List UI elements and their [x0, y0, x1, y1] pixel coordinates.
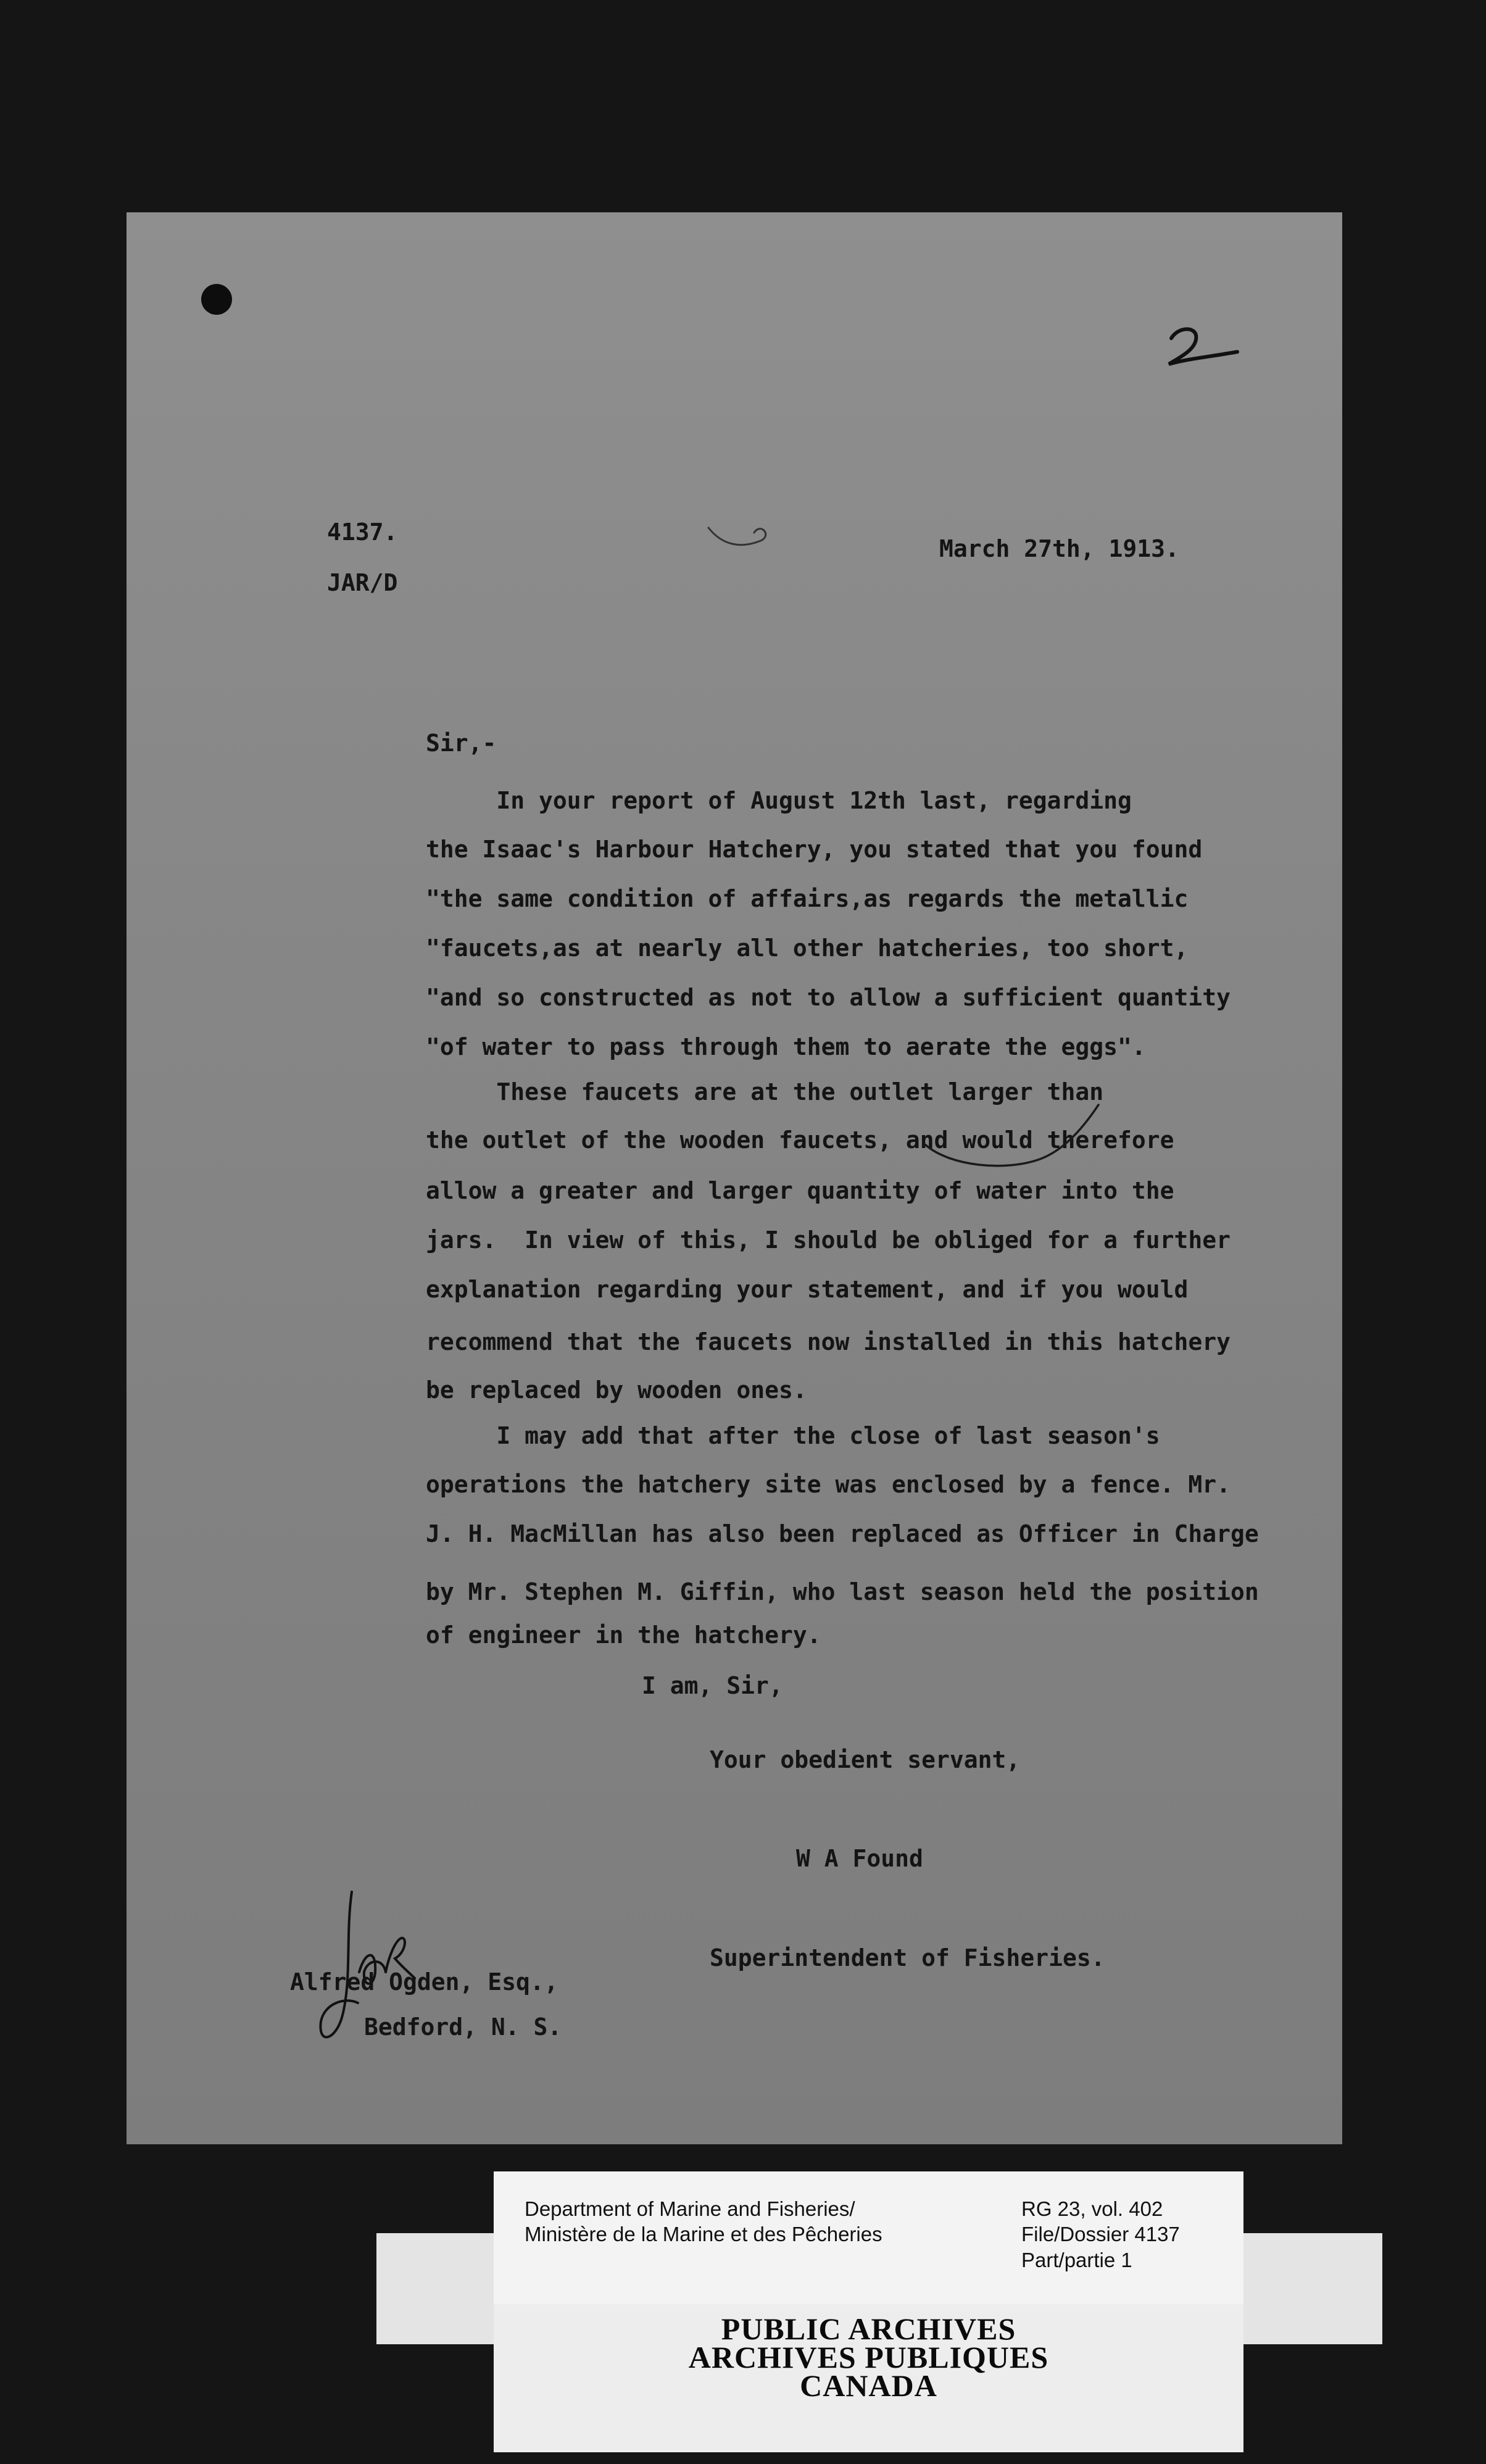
file-reference-number: 4137. [327, 518, 398, 546]
body-line: J. H. MacMillan has also been replaced as Officer in Charge [426, 1520, 1259, 1547]
body-line: jars. In view of this, I should be obliged for a further [426, 1226, 1231, 1254]
body-line: I may add that after the close of last season's [426, 1422, 1160, 1449]
body-line: allow a greater and larger quantity of water into the [426, 1177, 1174, 1204]
body-line: by Mr. Stephen M. Giffin, who last season held the position [426, 1578, 1259, 1605]
addressee-city: Bedford, N. S. [364, 2013, 562, 2041]
closing: I am, Sir, [642, 1672, 783, 1699]
body-line: These faucets are at the outlet larger than [426, 1078, 1104, 1105]
sign-off: Your obedient servant, [710, 1746, 1021, 1773]
body-line: "and so constructed as not to allow a sufficient quantity [426, 984, 1231, 1011]
signature-name: W A Found [796, 1845, 923, 1872]
addressee-name: Alfred Ogden, Esq., [290, 1968, 558, 1996]
punch-hole [201, 284, 232, 315]
body-line: "faucets,as at nearly all other hatcheries, too short, [426, 934, 1189, 962]
body-line: the Isaac's Harbour Hatchery, you stated that you found [426, 836, 1203, 863]
letter-date: March 27th, 1913. [939, 535, 1179, 562]
stamp-line-public-archives: PUBLIC ARCHIVES [721, 2312, 1016, 2346]
body-line: recommend that the faucets now installed in this hatchery [426, 1328, 1231, 1355]
department-french: Ministère de la Marine et des Pêcheries [525, 2223, 882, 2245]
body-line: be replaced by wooden ones. [426, 1376, 807, 1404]
signatory-title: Superintendent of Fisheries. [710, 1944, 1105, 1971]
body-line: operations the hatchery site was enclosed by a fence. Mr. [426, 1471, 1231, 1498]
body-line: explanation regarding your statement, and if you would [426, 1276, 1189, 1303]
department-english: Department of Marine and Fisheries/ [525, 2197, 855, 2220]
stamp-line-archives-publiques: ARCHIVES PUBLIQUES [688, 2340, 1049, 2375]
body-line: "of water to pass through them to aerate the eggs". [426, 1033, 1146, 1060]
body-line: the outlet of the wooden faucets, and would therefore [426, 1126, 1174, 1154]
file-dossier: File/Dossier 4137 [1021, 2223, 1180, 2245]
typist-initials: JAR/D [327, 569, 398, 596]
stamp-line-canada: CANADA [800, 2368, 937, 2403]
part-partie: Part/partie 1 [1021, 2249, 1132, 2271]
body-line: of engineer in the hatchery. [426, 1621, 821, 1649]
body-line: In your report of August 12th last, regarding [426, 787, 1132, 814]
salutation: Sir,- [426, 730, 497, 757]
body-line: "the same condition of affairs,as regards the metallic [426, 885, 1189, 912]
record-group: RG 23, vol. 402 [1021, 2197, 1163, 2220]
